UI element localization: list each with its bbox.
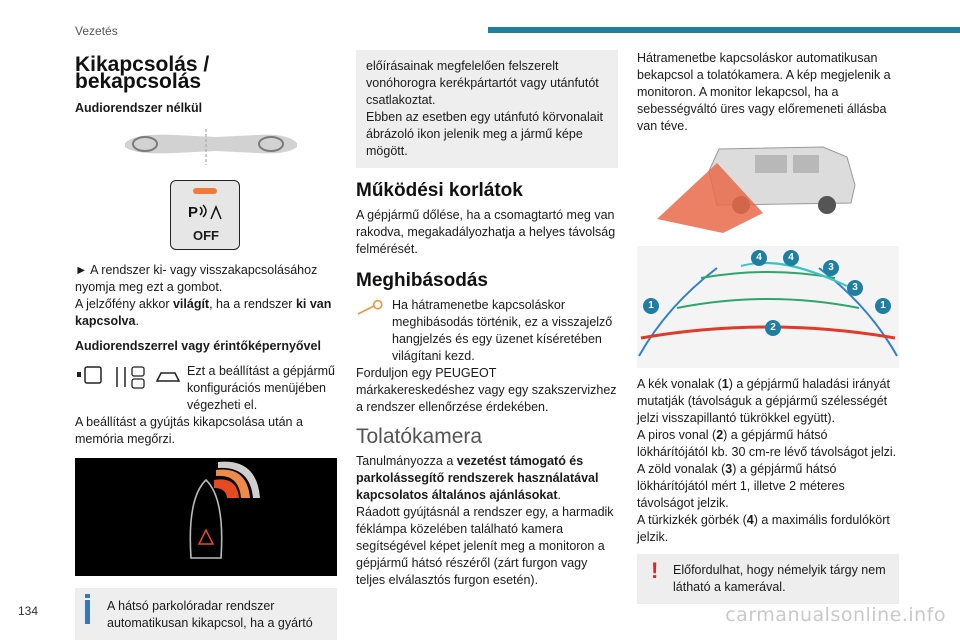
paragraph: Ráadott gyújtásnál a rendszer egy, a harmadik féklámpa közelében található kamera segítségével képet jelenít meg a monitoron a gépjármű hátsó részéről (zárt furgon vagy teljes elválasztós furgon esetén). [356,505,614,587]
column-3 [637,50,899,604]
warning-icon: ! [651,558,659,583]
info-icon [85,600,90,624]
svg-text:P: P [188,204,199,221]
watermark: carmanualsonline.info [725,604,946,626]
info-note: A hátsó parkolóradar rendszer automatikusan kikapcsol, ha a gyártó [75,588,337,640]
column-2 [356,50,618,589]
paragraph: A gépjármű dőlése, ha a csomagtartó meg van rakodva, megakadályozhatja a helyes távolság felmérését. [356,208,616,256]
paragraph: ► A rendszer ki- vagy visszakapcsolásához nyomja meg ezt a gombot. [75,263,318,294]
section-title-camera: Tolatókamera [356,425,483,448]
dashboard-illustration [75,125,337,167]
running-header: Vezetés [75,24,118,38]
paragraph: A beállítást a gyújtás kikapcsolása után a memória megőrzi. [75,415,303,446]
car-outline-icon [190,480,221,558]
parking-radar-display-image [75,458,337,576]
fault-paragraph: Ha hátramenetbe kapcsoláskor meghibásodás történik, ez a visszajelző hangjelzés és egy üzenet kíséretében világítani kezd. [356,297,618,365]
subheading-audio: Audiorendszerrel vagy érintőképernyővel [75,339,321,353]
settings-icons-row: Ezt a beállítást a gépjármű konfigurációs menüjében végezheti el. [75,363,337,414]
callout-4: 4 [783,250,799,266]
wrench-icon [356,299,386,319]
paragraph: A kék vonalak (1) a gépjármű haladási irányát mutatják (távolságuk a gépjármű szélességét jelzi visszapillantó tükrökkel együtt). [637,377,890,425]
subheading-no-audio: Audiorendszer nélkül [75,101,203,115]
camera-guide-lines-image [637,246,899,368]
section-title-fault: Meghibásodás [356,270,488,291]
info-note-continued: előírásainak megfelelően felszerelt vonóhorogra kerékpártartót vagy utánfutót csatlakoztat. Ebben az esetben egy utánfutó körvonalait ábrázoló ikon jelenik meg a jármű képe mögött. [356,50,618,168]
indicator-light [193,188,217,194]
parking-sensor-icon [186,201,226,227]
menu-icon [85,367,101,383]
warning-icon [199,530,213,544]
park-sensor-off-button [170,180,240,250]
callout-1: 1 [875,298,891,314]
header-accent-bar [488,27,960,33]
callout-3: 3 [823,260,839,276]
paragraph: A türkizkék görbék (4) a maximális fordulókört jelzik. [637,513,890,544]
paragraph: Forduljon egy PEUGEOT márkakereskedéshez vagy egy szakszervizhez a rendszer ellenőrzése érdekében. [356,366,617,414]
paragraph: Tanulmányozza a vezetést támogató és parkolássegítő rendszerek használatával kapcsolatos általános ajánlásokat. [356,454,599,502]
settings-icons [75,363,181,391]
page-number: 134 [18,604,39,618]
callout-1: 1 [643,298,659,314]
column-1 [75,50,337,640]
van-camera-illustration [637,141,899,233]
car-icon [157,373,179,381]
section-title-limits: Működési korlátok [356,180,523,201]
callout-3: 3 [847,280,863,296]
paragraph: A jelzőfény akkor világít, ha a rendszer ki van kapcsolva. [75,297,332,328]
section-title-switch: Kikapcsolás / bekapcsolás [75,53,210,93]
off-label: OFF [193,228,219,243]
paragraph: Hátramenetbe kapcsoláskor automatikusan bekapcsol a tolatókamera. A kép megjelenik a monitoron. A monitor lekapcsol, ha a sebességváltó üres vagy előremeneti állásba van téve. [637,51,891,133]
warning-note: ! Előfordulhat, hogy némelyik tárgy nem látható a kamerával. [637,554,899,604]
callout-4: 4 [751,250,767,266]
callout-2: 2 [765,320,781,336]
paragraph: A zöld vonalak (3) a gépjármű hátsó lökhárítójától mért 1, illetve 2 méteres távolságot jelzik. [637,462,845,510]
paragraph: A piros vonal (2) a gépjármű hátsó lökhárítójától kb. 30 cm-re lévő távolságot jelzi. [637,428,897,459]
